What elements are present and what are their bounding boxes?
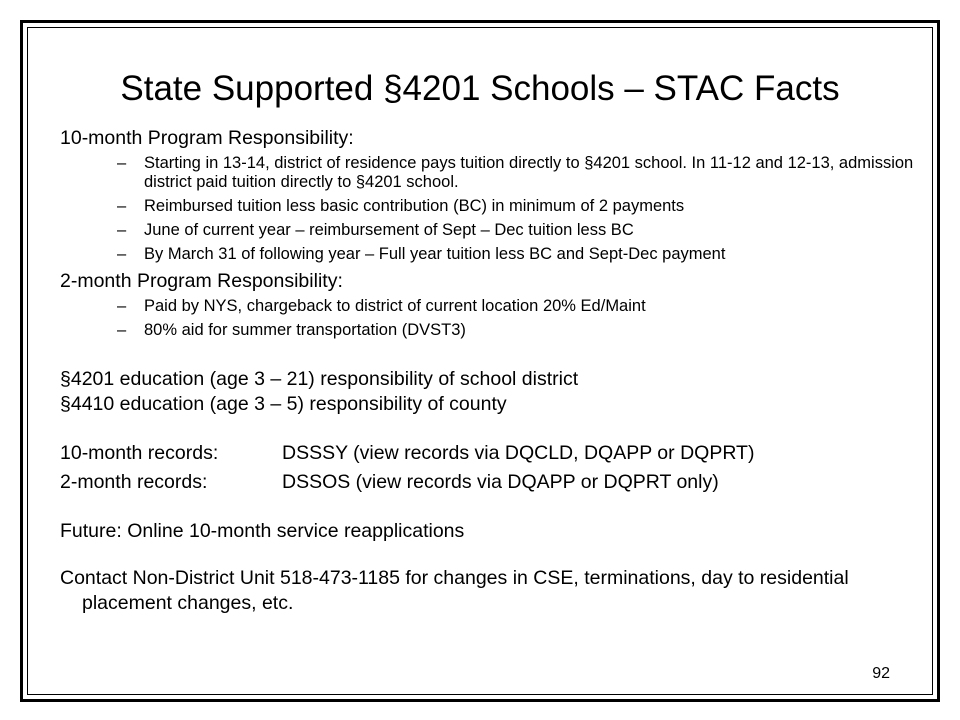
section-heading-2-month: 2-month Program Responsibility: — [60, 270, 343, 292]
dash-marker: – — [117, 297, 127, 315]
list-item: – Starting in 13-14, district of residence pays tuition directly to §4201 school. In 11-12 and 12-13, admission district paid tuition directly to §4201 school. — [117, 154, 914, 191]
future-note: Future: Online 10-month service reapplications — [60, 520, 465, 542]
responsibility-4410: §4410 education (age 3 – 5) responsibility of county — [60, 393, 507, 415]
dash-marker: – — [117, 245, 127, 263]
dash-marker: – — [117, 221, 127, 239]
records-2-month — [60, 468, 920, 497]
dash-marker: – — [117, 197, 127, 215]
list-10-month — [60, 154, 920, 264]
slide-title: State Supported §4201 Schools – STAC Facts — [120, 69, 840, 108]
records-value: DSSSY (view records via DQCLD, DQAPP or DQPRT) — [282, 442, 755, 464]
responsibility-4201: §4201 education (age 3 – 21) responsibility of school district — [60, 368, 579, 390]
list-item: – By March 31 of following year – Full year tuition less BC and Sept-Dec payment — [117, 245, 726, 263]
list-item: – Reimbursed tuition less basic contribution (BC) in minimum of 2 payments — [117, 197, 685, 215]
dash-marker: – — [117, 154, 127, 172]
records-value: DSSOS (view records via DQAPP or DQPRT only) — [282, 471, 719, 493]
section-heading-10-month: 10-month Program Responsibility: — [60, 127, 354, 149]
slide-content — [60, 126, 920, 616]
list-2-month — [60, 297, 920, 340]
records-label: 2-month records: — [60, 471, 208, 493]
page-number: 92 — [872, 665, 890, 682]
list-item: – Paid by NYS, chargeback to district of current location 20% Ed/Maint — [117, 297, 646, 315]
dash-marker: – — [117, 321, 127, 339]
list-item: – 80% aid for summer transportation (DVST3) — [117, 321, 466, 339]
contact-note: Contact Non-District Unit 518-473-1185 for changes in CSE, terminations, day to residential placement changes, etc. — [60, 567, 849, 614]
records-10-month — [60, 439, 920, 468]
list-item: – June of current year – reimbursement of Sept – Dec tuition less BC — [117, 221, 634, 239]
records-label: 10-month records: — [60, 442, 219, 464]
